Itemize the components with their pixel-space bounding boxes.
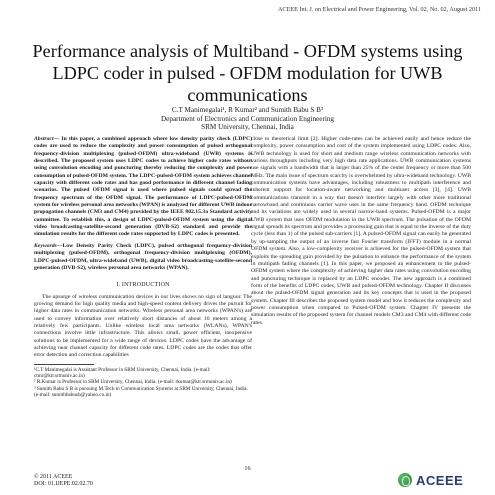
publisher-logo [398,471,478,489]
publisher-logo-icon [398,473,412,487]
footnote-3: ³ Sumith Babu S B is pursuing M.Tech in Communication Systems at SRM University, Chennai, India. (e-mail: sumithbabusb@yahoo.co.in) [34,385,248,399]
keywords-text: —Low Density Parity Check (LDPC), pulsed orthogonal frequency-division multiplexing (pulsed-OFDM), orthogonal frequency-division multiplexing (OFDM), LDPC-pulsed-OFDM, ultra-wideband (UWB), digital video broadcasting-satellite-second generation (DVB-S2), wireless personal area networks (WPAN). [34,242,252,271]
author-department: Department of Electronics and Communication Engineering [160,114,335,123]
abstract-text: — In this paper, a combined approach where low density parity check (LDPC) codes are used to reduce the complexity and power consumption of pulsed orthogonal frequency-division multiplexing (pulsed-OFDM) ultra-wideband (UWB) systems is described. The proposed system uses LDPC codes to achieve higher code rates without using convolution encoding and puncturing thereby reducing the complexity and power consumption of pulsed-OFDM system. The LDPC-pulsed-OFDM system achieves channel capacity with different code rates and has good performance in different channel fading scenarios. The pulsed OFDM signal is used where pulsed signals could spread the frequency spectrum of the OFDM signal. The performance of LDPC-pulsed-OFDM system for wireless personal area networks (WPAN) is analyzed for different UWB indoor propagation channels (CM3 and CM4) provided by the IEEE 802.15.3a Standard activity committee. To establish this, a design of LDPC-pulsed-OFDM system using the digital video broadcasting-satellite-second generation (DVB-S2) standard and provide the simulation results for the different code rates supported by LDPC codes is presented. [34,136,252,238]
abstract [34,136,252,239]
right-column-text: close to theoretical limit [2]. Higher code-rates can be achieved easily and hence reduce the complexity, power consumption and cost of the system implemented using LDPC codes. Also, UWB technology is used for short and medium range wireless communication networks with various throughputs including very high data rate applications. UWB communication systems use signals with a bandwidth that is larger than 25% of the center frequency or more than 500 MHz. The main issue of spectrum scarcity is overwhelmed by ultra-wideband technology. UWB communication systems have advantages, including robustness to multipath interference and inherent support for location-aware networking and multiuser access [3], [4]. UWB communications transmit in a way that doesn't interfere largely with other more traditional narrowband and continuous carrier wave uses in the same frequency band. OFDM technique and its variations are widely used in several narrow-band systems. Pulsed-OFDM is a major UWB system that uses OFDM modulation in the UWB spectrum. The pulsation of the OFDM signal spreads its spectrum and provides a processing gain that is equal to the inverse of the duty cycle (less than 1) of the pulsed sub-carriers [1]. A pulsed-OFDM signal can easily be generated by up-sampling the output of an inverse fast Fourier transform (IFFT) module in a normal OFDM system. Also, a low-complexity receiver is achieved for the pulsed-OFDM system that exploits the spreading gain provided by the pulsation to enhance the performance of the system in multipath fading channels [1]. In this paper, we proposed an enhancement to the pulsed-OFDM system where the complexity of achieving higher data rates using convolution encoding and puncturing technique is replaced by an LDPC encoder. The new approach is a combined form of the benefits of LDPC codes, UWB and pulsed-OFDM technology. Chapter II discusses about the pulsed-OFDM signal generation and its key concepts that is used in the proposed system. Chapter III describes the proposed system model and how it reduces the complexity and power consumption when compared to Pulsed-OFDM system. Chapter IV presents the simulation results of the proposed system for channel models CM3 and CM4 with different code rates. [251,136,471,326]
doi: DOI: 01.IJEPE.02.02.70 [34,481,93,488]
copyright-block [34,474,93,488]
footnote-divider [34,364,94,365]
author-university: SRM University, Chennai, India [201,123,294,132]
publisher-logo-text: ACEEE [416,472,464,488]
author-block [0,106,495,132]
right-column [251,136,471,327]
footnotes [34,367,252,399]
page-number: 16 [244,465,251,472]
section-heading-introduction: I. INTRODUCTION [116,282,170,289]
keywords [34,243,252,272]
abstract-lead: Abstract [34,136,54,142]
keywords-lead: Keywords [34,242,57,249]
journal-header: ACEEE Int. J. on Electrical and Power Engineering, Vol. 02, No. 02, August 2011 [277,6,481,13]
paper-title: Performance analysis of Multiband - OFDM systems using LDPC coder in pulsed - OFDM modulation for UWB communications [32,41,463,105]
copyright: © 2011 ACEEE [34,474,73,480]
author-names: C.T Manimegalai¹, R Kumar² and Sumith Babu S B³ [171,106,324,114]
introduction-text: The upsurge of wireless communication devices in our lives shows no sign of languor. The growing demand for high quality media and high-speed content delivery drives the pursuit for higher data rates in communication networks. Wireless personal area networks (WPAN's) are used to convey information over relatively short distances of about 10 meters among a relatively few participants. Unlike wireless local area networks (WLANs), WPAN's connections involve little infrastructure. This allows small, power efficient, inexpensive solutions to be implemented for a wide range of devices. LDPC codes have the advantage of achieving near channel capacity for different code rates. LDPC codes are the codes that offer error detection and correction capabilities [34,293,252,359]
left-column [34,136,252,399]
footnote-1: ¹C.T Manimegalai is Assistant Professor in SRM University, Chennai, India. (e-mail: ctmr@ktr.srmuniv.ac.in) [34,366,211,380]
footnote-2: ² R.Kumar is Professor in SRM University, Chennai, India. (e-mail: rkumar@ktr.srmuniv.ac.in) [34,379,232,386]
